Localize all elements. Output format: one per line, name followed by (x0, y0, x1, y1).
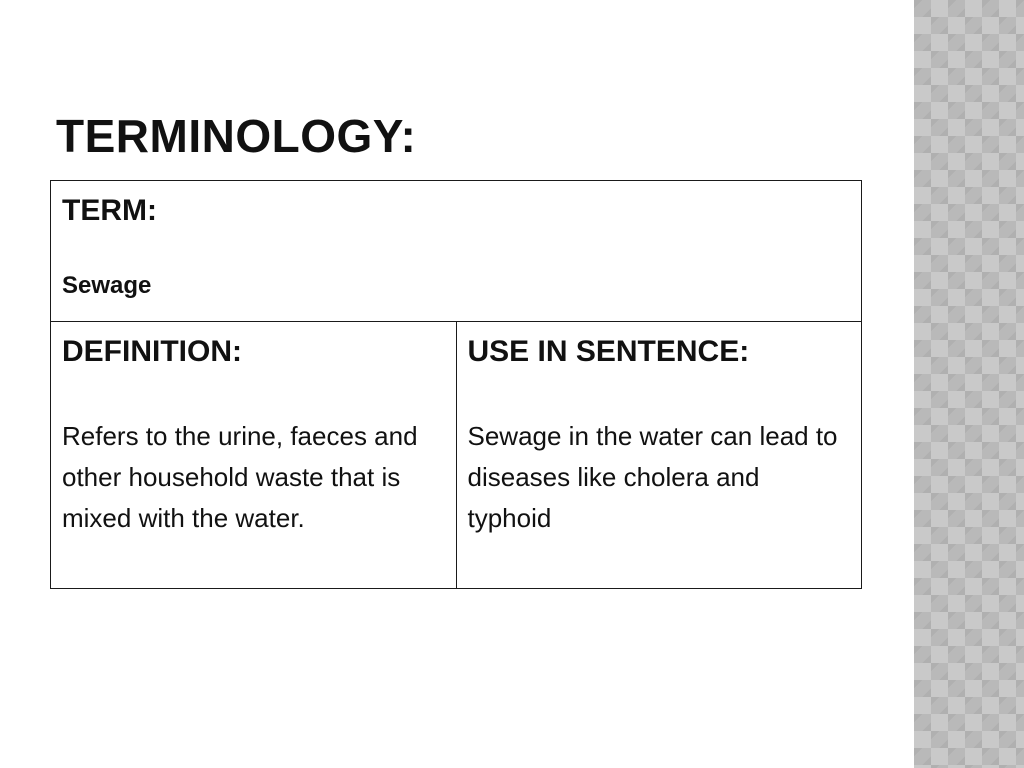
definition-heading: DEFINITION: (62, 335, 242, 368)
details-row (51, 322, 862, 589)
decorative-side-pattern (914, 0, 1024, 768)
definition-text: Refers to the urine, faeces and other household waste that is mixed with the water. (62, 421, 418, 533)
sentence-cell (456, 322, 862, 589)
term-row (51, 181, 862, 322)
slide-title: TERMINOLOGY: (56, 110, 417, 162)
term-cell (51, 181, 862, 322)
terminology-table (50, 180, 862, 589)
definition-cell (51, 322, 457, 589)
sentence-text: Sewage in the water can lead to diseases like cholera and typhoid (467, 421, 838, 533)
term-heading: TERM: (62, 194, 157, 227)
term-value: Sewage (62, 272, 152, 299)
sentence-heading: USE IN SENTENCE: (467, 335, 750, 368)
